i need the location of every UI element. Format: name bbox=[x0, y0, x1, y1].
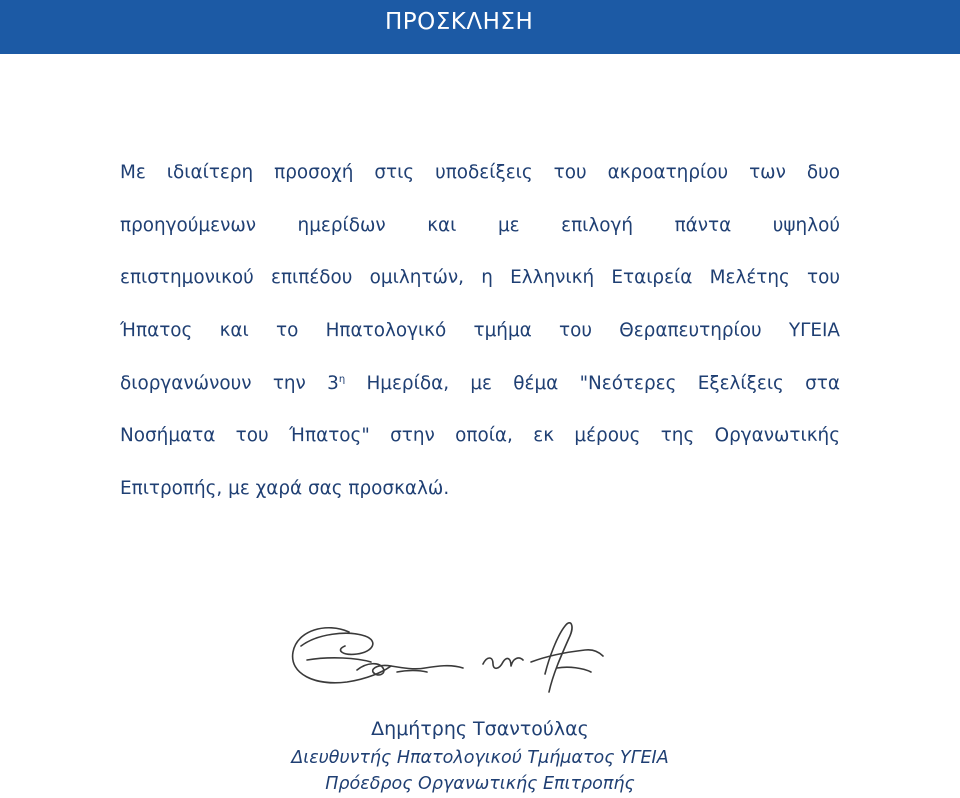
body-line-5 bbox=[120, 359, 840, 412]
body-line-5-end: Ημερίδα, με θέμα "Νεότερες Εξελίξεις στα bbox=[345, 372, 840, 394]
body-line-7: Επιτροπής, με χαρά σας προσκαλώ. bbox=[120, 478, 450, 500]
body-line-2: προηγούμενων ημερίδων και με επιλογή πάντα υψηλού bbox=[120, 214, 840, 236]
header-bar bbox=[0, 0, 960, 54]
body-line-1: Με ιδιαίτερη προσοχή στις υποδείξεις του ακροατηρίου των δυο bbox=[120, 162, 840, 183]
ordinal-superscript: η bbox=[338, 373, 346, 385]
body-line-4: Ήπατος και το Ηπατολογικό τμήμα του Θεραπευτηρίου ΥΓΕΙΑ bbox=[120, 320, 840, 342]
invitation-body bbox=[120, 148, 840, 517]
signer-role-2: Πρόεδρος Οργανωτικής Επιτροπής bbox=[325, 774, 635, 794]
body-line-5-start: διοργανώνουν την 3 bbox=[120, 372, 339, 394]
body-line-6: Νοσήματα του Ήπατος" στην οποία, εκ μέρους της Οργανωτικής bbox=[120, 425, 840, 447]
body-line-3: επιστημονικού επιπέδου ομιλητών, η Ελληνική Εταιρεία Μελέτης του bbox=[120, 267, 840, 289]
signer-name: Δημήτρης Τσαντούλας bbox=[371, 718, 589, 740]
signer-role-1: Διευθυντής Ηπατολογικού Τμήματος ΥΓΕΙΑ bbox=[291, 748, 669, 768]
invitation-title: ΠΡΟΣΚΛΗΣΗ bbox=[385, 9, 534, 35]
handwritten-signature bbox=[287, 612, 607, 698]
